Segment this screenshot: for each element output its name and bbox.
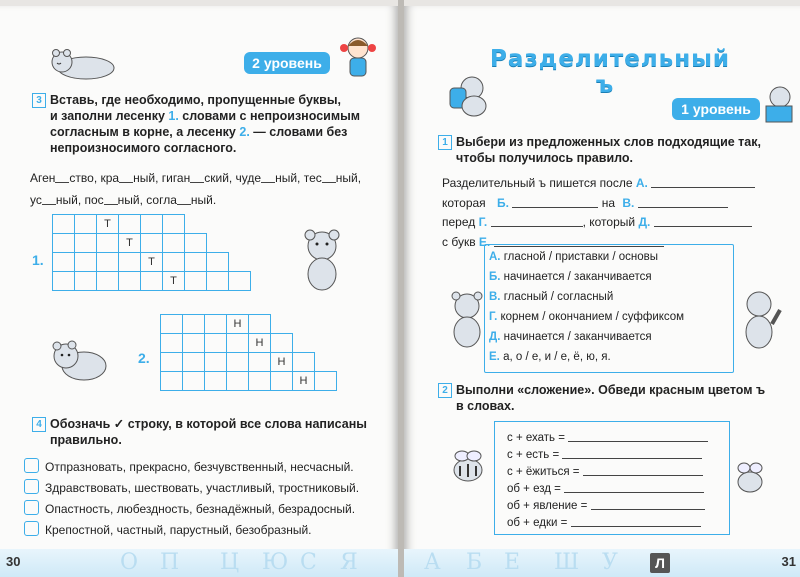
footer-letter: С: [300, 550, 317, 575]
ladder1-letter: Т: [163, 272, 185, 291]
sums-box: [494, 421, 730, 535]
task3-text-d: непроизносимого согласного.: [50, 141, 237, 155]
page-title: Разделительный ъ: [490, 46, 731, 98]
sum-row: с + есть =: [507, 447, 702, 461]
option-v: В. гласный / согласный: [489, 291, 614, 303]
footer-letter: Ю: [262, 550, 289, 575]
bee-illustration: [730, 458, 770, 498]
sleeping-bear-illustration: [48, 46, 120, 80]
left-page: [0, 6, 398, 577]
option-checkbox[interactable]: [24, 479, 39, 494]
sum-answer-blank[interactable]: [571, 515, 701, 527]
task3-instructions: [32, 92, 378, 156]
blank-b[interactable]: [512, 196, 598, 208]
bear-illustration: [48, 338, 112, 384]
blank-d[interactable]: [654, 215, 752, 227]
footer-letter: О: [120, 550, 139, 575]
bear-with-backpack-illustration: [444, 74, 494, 118]
rule-template: Разделительный ъ пишется после А. которая Б. на В. перед Г. , который Д. с букв Е.: [442, 174, 792, 252]
task4-option[interactable]: Опастность, любездность, безнадёжный, безрадосный.: [24, 500, 355, 516]
footer-letter: Е: [504, 550, 521, 575]
option-a: А. гласной / приставки / основы: [489, 251, 659, 263]
sum-answer-blank[interactable]: [583, 464, 703, 476]
footer-letter: Я: [340, 550, 358, 575]
sum-answer-blank[interactable]: [591, 498, 705, 510]
task4-option[interactable]: Крепостной, частный, парустный, безобразный.: [24, 521, 311, 537]
level-badge: 1 уровень: [672, 98, 760, 120]
options-box: [484, 244, 734, 373]
ladder1-letter: Т: [119, 234, 141, 253]
ladder2-ref: 2.: [239, 125, 250, 139]
ladder2-letter: Н: [293, 372, 315, 391]
footer-letter: Ц: [220, 550, 240, 575]
footer-letter: У: [602, 550, 618, 575]
task1-number: 1: [438, 135, 452, 150]
sum-row: с + ёжиться =: [507, 464, 703, 478]
task1-instructions: 1 Выбери из предложенных слов подходящие так, чтобы получилось правило.: [438, 134, 790, 166]
task3-words: [30, 170, 380, 208]
ladder1-grid[interactable]: [52, 214, 251, 291]
bear-waving-illustration: [736, 288, 782, 354]
footer-letter: Ш: [554, 550, 580, 575]
bear-reading-illustration: [760, 84, 800, 128]
page-number: 30: [6, 554, 21, 569]
ladder1-letter: Т: [141, 253, 163, 272]
option-checkbox[interactable]: [24, 458, 39, 473]
ladder2-grid[interactable]: [160, 314, 337, 391]
level-badge: 2 уровень: [244, 52, 330, 74]
ladder2-letter: Н: [271, 353, 293, 372]
teddy-bear-illustration: [298, 228, 346, 298]
task4-option[interactable]: Здравствовать, шествовать, участливый, тростниковый.: [24, 479, 359, 495]
ladder1-label: 1.: [32, 252, 44, 268]
footer-letter: А: [424, 550, 441, 575]
sum-row: об + едки =: [507, 515, 701, 529]
option-d: Д. начинается / заканчивается: [489, 331, 652, 343]
watermark-logo: Л: [650, 553, 670, 573]
ladder2-letter: Н: [227, 315, 249, 334]
ladder2-label: 2.: [138, 350, 150, 366]
task3-text-c1: согласным в корне, а лесенку: [50, 125, 240, 139]
task3-text-c2: — словами без: [249, 125, 348, 139]
task2-number: 2: [438, 383, 452, 398]
sum-row: об + явление =: [507, 498, 705, 512]
task4-option[interactable]: Отпразновать, прекрасно, безчувственный, несчасный.: [24, 458, 354, 474]
blank-v[interactable]: [638, 196, 728, 208]
sum-answer-blank[interactable]: [568, 430, 708, 442]
task3-text-b1: и заполни лесенку: [50, 109, 169, 123]
words-line-2: ус ный, пос ный, согла ный.: [30, 193, 217, 207]
page-number: 31: [781, 554, 796, 569]
task2-instructions: 2 Выполни «сложение». Обведи красным цветом ъ в словах.: [438, 382, 790, 414]
words-line-1: Аген ство, кра ный, гиган ский, чуде ный, тес ный,: [30, 171, 362, 185]
option-b: Б. начинается / заканчивается: [489, 271, 652, 283]
ladder1-ref: 1.: [168, 109, 179, 123]
task3-text-b2: словами с непроизносимым: [178, 109, 361, 123]
task3-text-a: Вставь, где необходимо, пропущенные буквы,: [50, 93, 342, 107]
footer-letter: П: [160, 550, 180, 575]
right-page: [404, 6, 800, 577]
task4-instructions: 4 Обозначь ✓ строку, в которой все слова написаны правильно.: [32, 416, 382, 448]
girl-illustration: [338, 34, 378, 82]
option-g: Г. корнем / окончанием / суффиксом: [489, 311, 685, 323]
option-e: Е. а, о / е, и / е, ё, ю, я.: [489, 351, 611, 363]
check-mark-icon: ✓: [113, 417, 125, 431]
sum-row: с + ехать =: [507, 430, 708, 444]
footer-letter: Б: [466, 550, 483, 575]
ladder2-letter: Н: [249, 334, 271, 353]
task4-number: 4: [32, 417, 46, 432]
sum-row: об + езд =: [507, 481, 704, 495]
blank-g[interactable]: [491, 215, 583, 227]
option-checkbox[interactable]: [24, 521, 39, 536]
footer-band: [0, 549, 398, 577]
sum-answer-blank[interactable]: [564, 481, 704, 493]
blank-a[interactable]: [651, 176, 755, 188]
sum-answer-blank[interactable]: [562, 447, 702, 459]
task3-number: 3: [32, 93, 46, 108]
option-checkbox[interactable]: [24, 500, 39, 515]
bee-illustration: [446, 446, 490, 490]
ladder1-letter: Т: [97, 215, 119, 234]
